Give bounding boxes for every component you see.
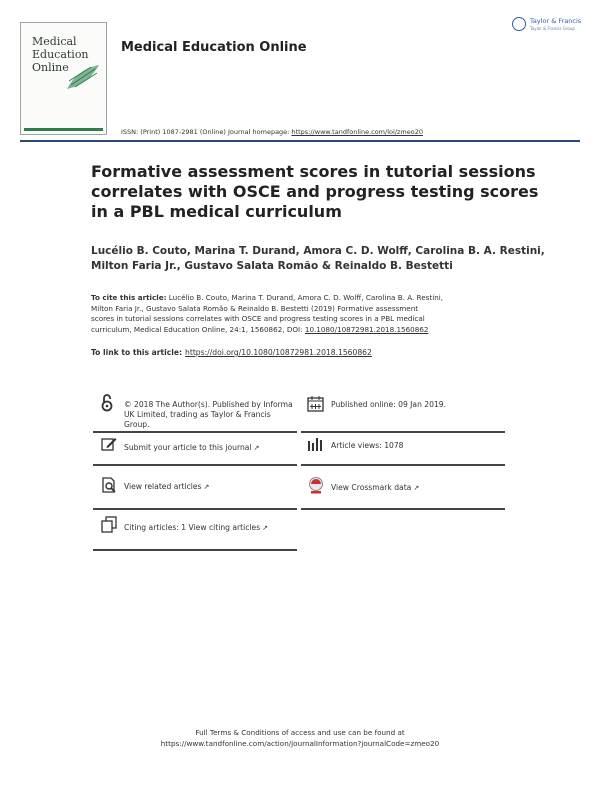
citation-line: curriculum, Medical Education Online, 24:1, 1560862, DOI: [91,324,305,334]
edit-pencil-icon [101,436,117,452]
submit-article-link[interactable] [124,443,259,453]
journal-cover [20,22,107,135]
footer-line: Full Terms & Conditions of access and use can be found at [195,728,405,737]
citation-line: Milton Faria Jr., Gustavo Salata Romão & Reinaldo B. Bestetti (2019) Formative assessment [91,303,419,313]
authors-line: Milton Faria Jr., Gustavo Salata Romão & Reinaldo B. Bestetti [91,260,453,272]
title-line: correlates with OSCE and progress testing scores [91,182,539,201]
citation-line: Lucélio B. Couto, Marina T. Durand, Amora C. D. Wolff, Carolina B. A. Restini, [168,293,444,302]
citation-block [91,293,521,335]
calendar-icon [307,395,324,412]
title-line: Formative assessment scores in tutorial sessions [91,162,536,181]
citing-articles-icon [101,516,118,533]
crossmark-link[interactable] [331,483,419,493]
open-access-line: UK Limited, trading as Taylor & Francis [124,410,271,419]
open-access-icon [101,393,113,413]
bar-chart-icon [307,437,325,451]
related-articles-search-icon [101,477,118,494]
header-rule [20,140,580,142]
article-link-line [91,348,372,357]
article-authors [91,244,545,274]
divider [301,431,505,433]
crossmark-icon [308,477,324,495]
crossmark-label: View Crossmark data [331,483,412,492]
article-views: Article views: 1078 [331,441,404,450]
published-online: Published online: 09 Jan 2019. [331,400,447,409]
cover-bar [24,128,103,131]
open-access-line: © 2018 The Author(s). Published by Informa [124,400,293,409]
article-link-label: To link to this article: [91,348,183,357]
divider [301,464,505,466]
journal-homepage-link[interactable]: https://www.tandfonline.com/loi/zmeo20 [291,128,423,136]
publisher-logo-sub: Taylor & Francis Group [530,26,575,31]
divider [93,549,297,551]
issn-line [121,128,423,136]
cover-leaf-graphic [65,63,101,93]
citing-articles-link[interactable] [124,523,268,533]
open-access-info [124,400,293,430]
external-link-icon: ↗ [253,444,260,452]
cover-title: Medical Education Online [32,35,89,74]
submit-article-label: Submit your article to this journal [124,443,252,452]
footer [0,727,600,749]
doi-link[interactable]: 10.1080/10872981.2018.1560862 [304,324,429,334]
divider [93,431,297,433]
divider [93,508,297,510]
divider [301,508,505,510]
article-link[interactable]: https://doi.org/10.1080/10872981.2018.1560862 [185,348,372,357]
citation-line: scores in tutorial sessions correlates with OSCE and progress testing scores in a PBL medical [91,314,425,323]
footer-url[interactable]: https://www.tandfonline.com/action/journalInformation?journalCode=zmeo20 [160,739,440,748]
divider [93,464,297,466]
related-articles-link[interactable] [124,482,209,492]
external-link-icon: ↗ [203,483,210,491]
article-title [91,162,539,222]
related-articles-label: View related articles [124,482,202,491]
citing-articles-label: Citing articles: 1 View citing articles [124,523,261,532]
publisher-logo-text: Taylor & Francis [530,17,582,25]
issn-text: ISSN: (Print) 1087-2981 (Online) Journal homepage: [121,128,292,136]
open-access-line: Group. [124,420,150,429]
external-link-icon: ↗ [262,524,269,532]
publisher-logo-icon [512,17,526,31]
authors-line: Lucélio B. Couto, Marina T. Durand, Amora C. D. Wolff, Carolina B. A. Restini, [91,245,545,257]
citation-label: To cite this article: [91,293,167,302]
journal-name[interactable]: Medical Education Online [121,40,307,55]
publisher-logo[interactable] [512,16,584,36]
title-line: in a PBL medical curriculum [91,202,342,221]
external-link-icon: ↗ [413,484,420,492]
